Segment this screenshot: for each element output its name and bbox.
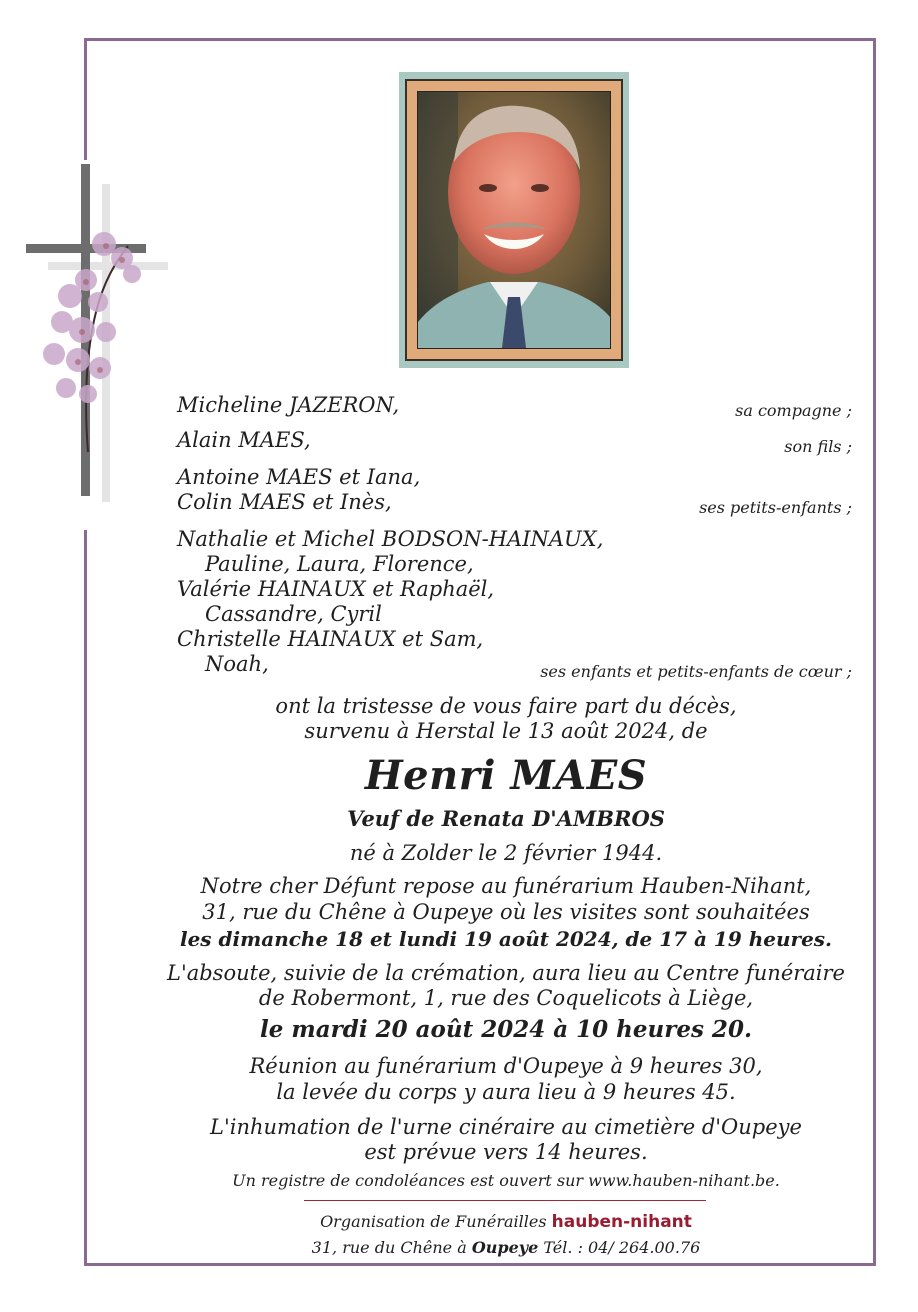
family-name: Colin MAES et Inès, [177, 490, 392, 514]
announcement-line: ont la tristesse de vous faire part du décès, [275, 694, 737, 718]
family-name: Antoine MAES et Iana, [177, 465, 421, 489]
footer-divider [304, 1200, 706, 1201]
birth-line: né à Zolder le 2 février 1944. [349, 841, 663, 865]
widower-line: Veuf de Renata D'AMBROS [347, 806, 665, 831]
footer-address [110, 1238, 902, 1257]
visitation-line: 31, rue du Chêne à Oupeye où les visites sont souhaitées [202, 900, 810, 924]
family-name: Cassandre, Cyril [205, 602, 382, 626]
family-name: Valérie HAINAUX et Raphaël, [177, 577, 495, 601]
meeting-line: la levée du corps y aura lieu à 9 heures 45. [276, 1080, 736, 1104]
footer-phone: Tél. : 04/ 264.00.76 [543, 1238, 701, 1257]
burial-line: L'inhumation de l'urne cinéraire au cimetière d'Oupeye [210, 1115, 802, 1139]
announcement-line: survenu à Herstal le 13 août 2024, de [304, 719, 708, 743]
ceremony-date: le mardi 20 août 2024 à 10 heures 20. [260, 1016, 752, 1043]
visitation-dates: les dimanche 18 et lundi 19 août 2024, de 17 à 19 heures. [179, 927, 833, 951]
relation-label: ses petits-enfants ; [699, 498, 852, 517]
visitation-line: Notre cher Défunt repose au funérarium Hauben-Nihant, [200, 874, 812, 898]
portrait-photo-icon [418, 92, 610, 348]
footer-org [110, 1212, 902, 1232]
family-name: Christelle HAINAUX et Sam, [177, 627, 484, 651]
registry-line: Un registre de condoléances est ouvert sur www.hauben-nihant.be. [232, 1171, 780, 1190]
relation-label: son fils ; [784, 437, 852, 456]
relation-label: sa compagne ; [735, 401, 852, 420]
meeting-line: Réunion au funérarium d'Oupeye à 9 heures 30, [249, 1054, 763, 1078]
ceremony-line: L'absoute, suivie de la crémation, aura lieu au Centre funéraire [167, 961, 845, 985]
ceremony-line: de Robermont, 1, rue des Coquelicots à Liège, [258, 986, 754, 1010]
deceased-name: Henri MAES [364, 752, 648, 799]
portrait-photo [417, 91, 611, 349]
burial-line: est prévue vers 14 heures. [364, 1140, 648, 1164]
footer-org-prefix: Organisation de Funérailles [320, 1212, 547, 1231]
portrait-mat [405, 79, 623, 361]
family-name: Pauline, Laura, Florence, [205, 552, 474, 576]
portrait-frame [399, 72, 629, 368]
family-name: Nathalie et Michel BODSON-HAINAUX, [177, 527, 604, 551]
brand-logo: hauben-nihant [551, 1212, 692, 1232]
relation-label: ses enfants et petits-enfants de cœur ; [540, 662, 852, 681]
family-name: Noah, [205, 652, 269, 676]
footer-address-prefix: 31, rue du Chêne à [311, 1238, 467, 1257]
footer-town: Oupeye [471, 1238, 539, 1257]
family-name: Micheline JAZERON, [177, 393, 400, 417]
cross-with-flowers-icon [24, 162, 174, 507]
family-name: Alain MAES, [177, 428, 311, 452]
